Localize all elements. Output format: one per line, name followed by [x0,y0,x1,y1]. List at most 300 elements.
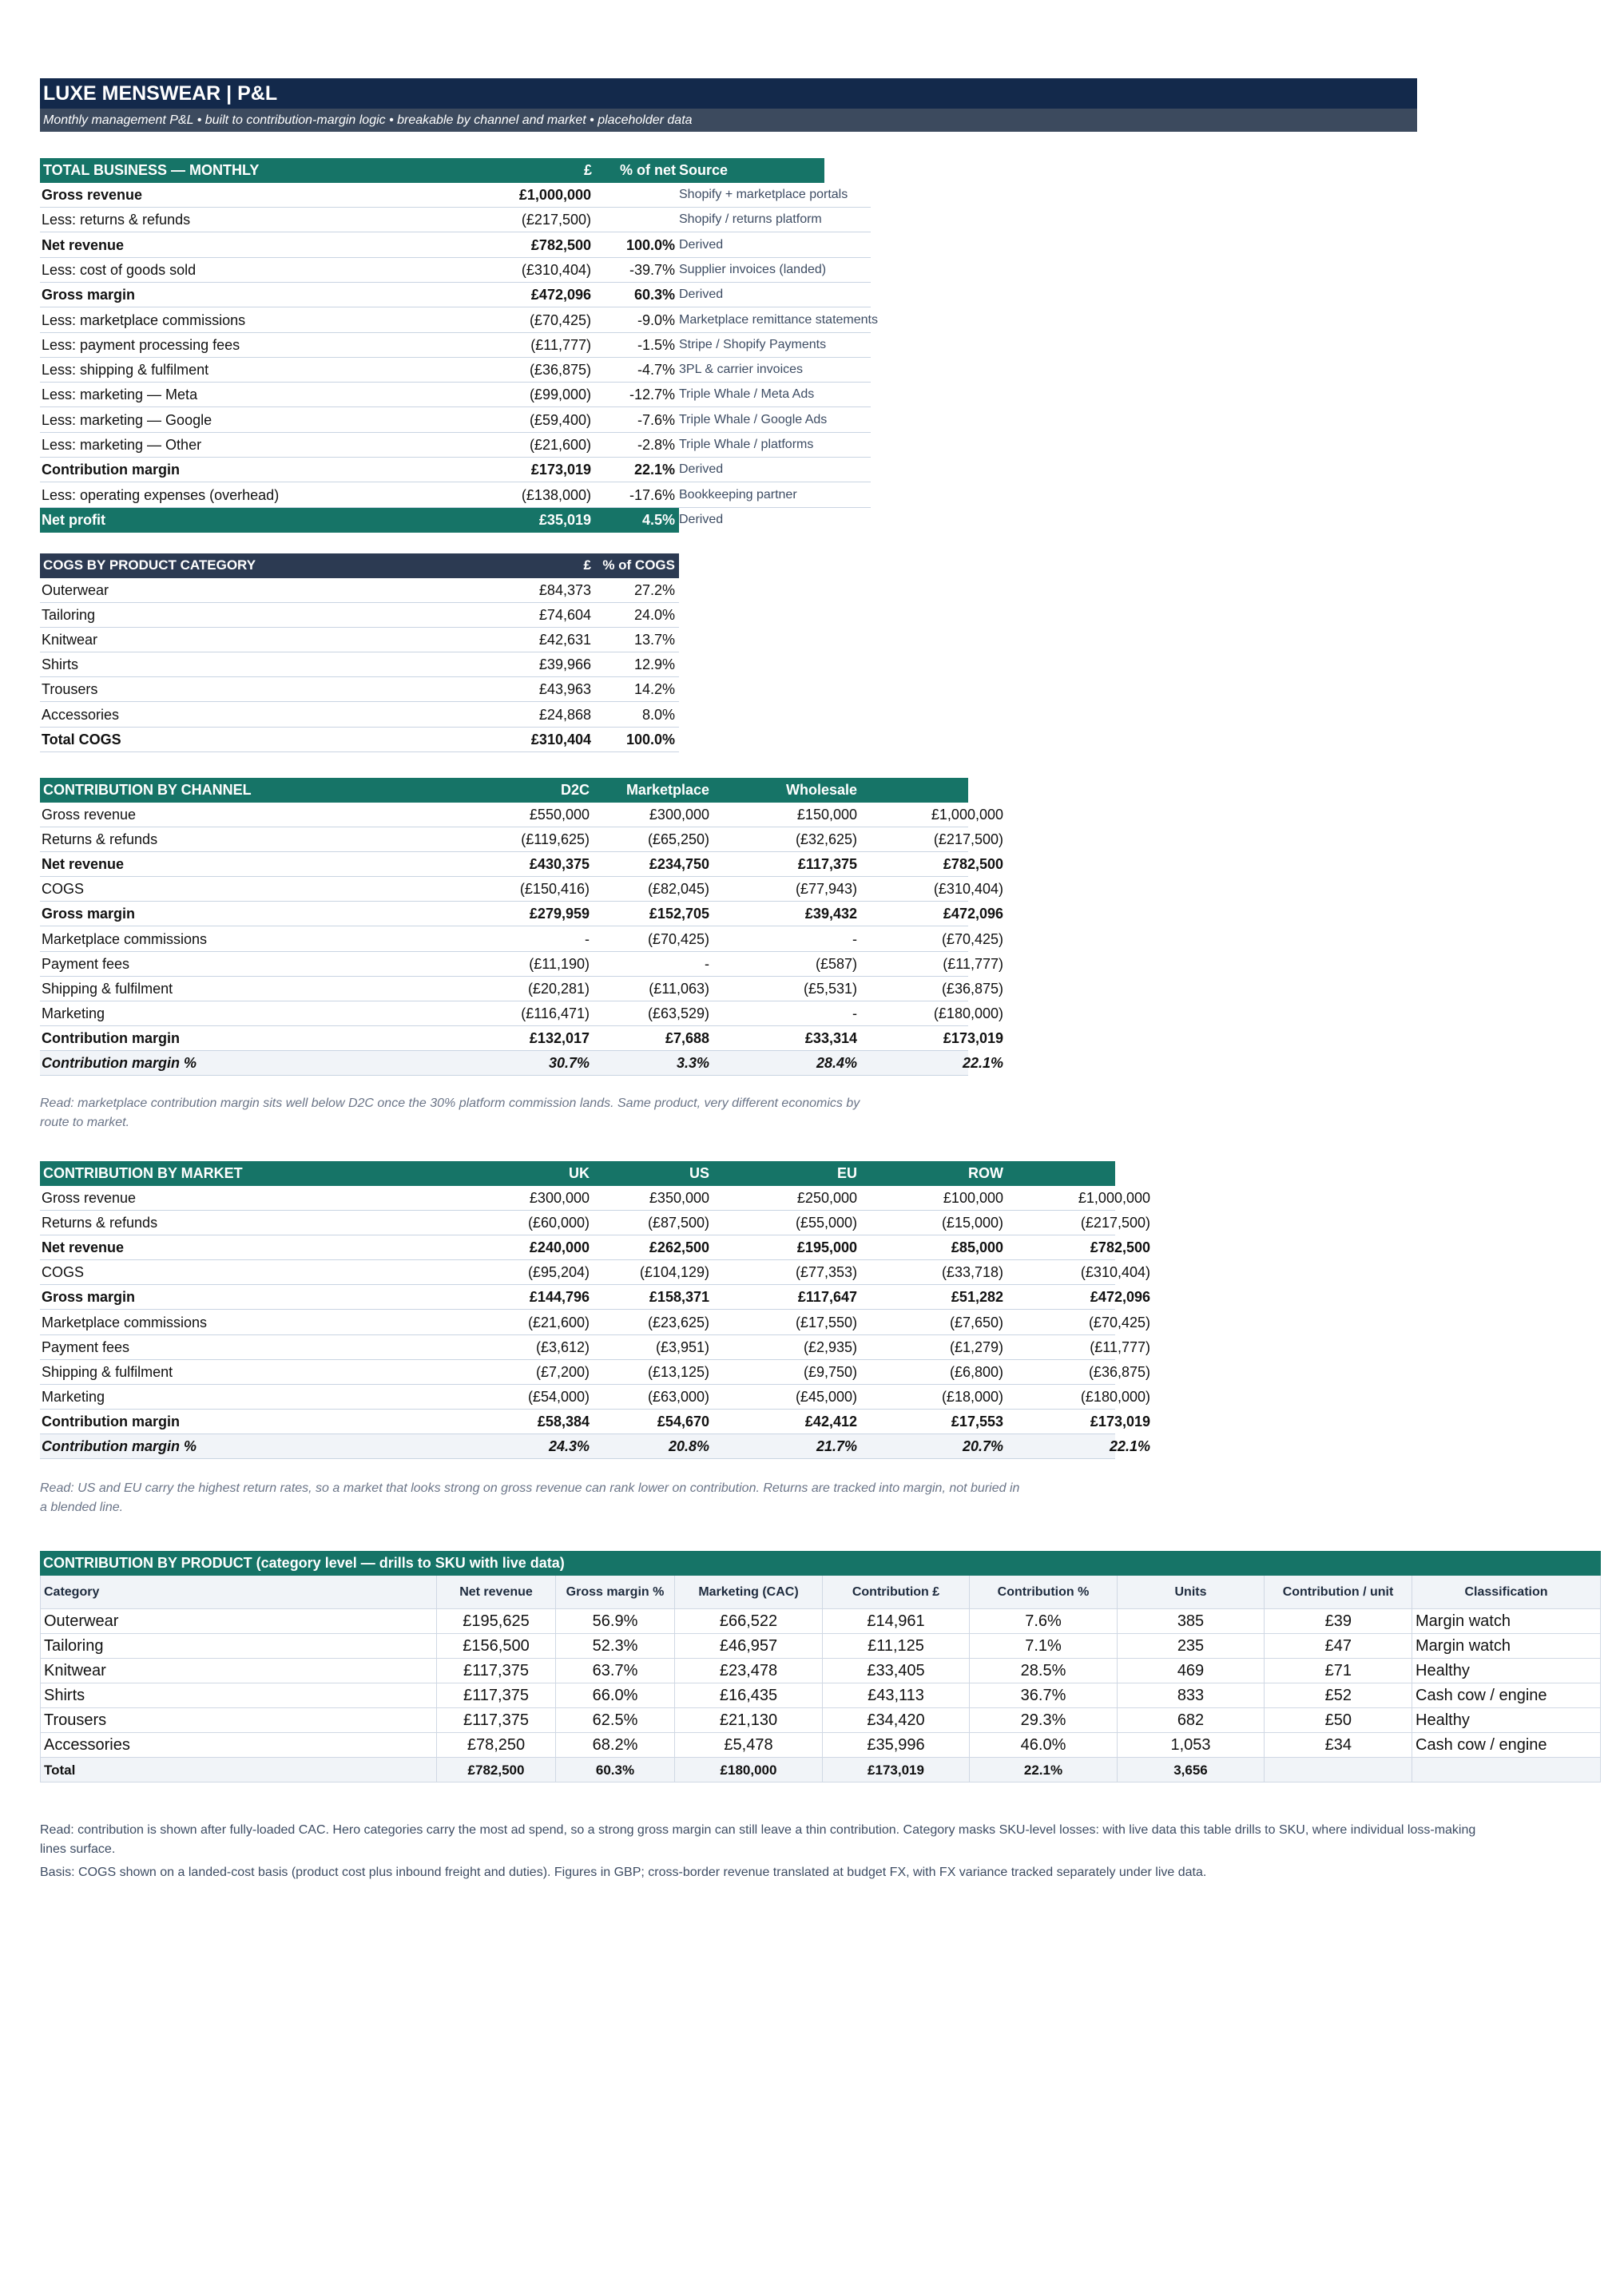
pl-row [40,458,871,482]
row-value: £100,000 [943,1190,1003,1206]
row-value: (£2,935) [803,1338,857,1355]
cogs-row-pct: 13.7% [633,632,675,648]
pl-row-label: Less: cost of goods sold [42,261,197,278]
cogs-row [40,703,679,728]
product-row [40,1659,1601,1683]
pl-row-label: Less: payment processing fees [42,336,240,353]
pl-row-label: Less: returns & refunds [42,212,191,228]
row-value: (£1,279) [949,1338,1003,1355]
row-value: £250,000 [796,1190,857,1206]
row-label: Shipping & fulfilment [42,980,173,997]
cogs-row [40,652,679,677]
pl-row-source: Bookkeeping partner [679,487,797,502]
header-cell: CONTRIBUTION BY MARKET [43,1165,243,1181]
row-value: (£60,000) [527,1215,590,1231]
row-value: (£32,625) [795,831,857,848]
row-value: £550,000 [529,807,590,823]
table-row [40,902,1003,926]
cogs-row-amount: £42,631 [538,632,591,648]
pl-row-pct: 22.1% [633,462,675,478]
pl-row-label: Net profit [42,511,105,528]
row-label: Payment fees [42,955,130,972]
row-value: £430,375 [529,856,590,873]
product-note-line2: lines surface. [40,1842,116,1856]
table-row [40,1051,1003,1076]
column-header: Contribution £ [823,1576,970,1609]
row-label: Contribution margin % [42,1055,197,1071]
product-cell: £33,405 [823,1659,970,1683]
row-value: (£7,650) [949,1314,1003,1330]
product-cell: 1,053 [1118,1733,1265,1758]
cogs-row-label: Shirts [42,656,79,673]
cogs-row-label: Total COGS [42,731,121,747]
table-row [40,1434,1150,1459]
cogs-row [40,603,679,628]
row-label: COGS [42,881,85,898]
row-value: £51,282 [951,1289,1003,1306]
cogs-header-pct: % of COGS [602,557,675,573]
cogs-row-amount: £74,604 [538,607,591,624]
row-value: (£587) [815,955,857,972]
row-label: Marketplace commissions [42,1314,208,1330]
row-value: 30.7% [548,1055,590,1071]
row-value: (£77,943) [795,881,857,898]
product-total-cell [1265,1758,1412,1782]
product-cell: £43,113 [823,1683,970,1708]
row-value: (£217,500) [1080,1215,1150,1231]
pl-row-label: Less: marketing — Google [42,411,212,428]
table-row [40,1285,1150,1310]
pl-row-label: Gross margin [42,287,136,303]
pl-row-amount: £782,500 [530,236,591,253]
product-total-row [40,1758,1601,1782]
product-cell: Outerwear [40,1609,437,1634]
product-row [40,1634,1601,1659]
pl-row-pct: 60.3% [633,287,675,303]
pl-row-amount: (£217,500) [521,212,591,228]
product-cell: £71 [1265,1659,1412,1683]
row-label: Net revenue [42,856,125,873]
cogs-row-label: Trousers [42,681,98,698]
row-value: £195,000 [796,1239,857,1256]
row-label: Net revenue [42,1239,125,1256]
row-value: (£9,750) [803,1363,857,1380]
product-note-line1: Read: contribution is shown after fully-loaded CAC. Hero categories carry the most ad spend, so a strong gross margin can still leave a thin contribution. Category masks SKU-level losses: with live data this table drills to SKU, where individual loss-making [40,1823,1476,1837]
product-cell: Healthy [1412,1708,1601,1733]
row-value: £132,017 [529,1029,590,1046]
pl-row-pct: 4.5% [641,511,675,528]
table-row [40,977,1003,1001]
row-value: £279,959 [529,906,590,922]
cogs-row-amount: £84,373 [538,582,591,598]
row-value: (£23,625) [647,1314,709,1330]
header-pct: % of net [620,162,676,178]
pl-row [40,208,871,232]
table-row [40,1360,1150,1385]
row-value: (£7,200) [535,1363,590,1380]
row-value: (£11,190) [529,955,590,972]
pl-row-label: Contribution margin [42,462,180,478]
pl-row-source: Shopify / returns platform [679,212,822,227]
row-value: (£18,000) [941,1388,1003,1405]
product-cell: 28.5% [970,1659,1118,1683]
table-row [40,1410,1150,1434]
cogs-row-pct: 14.2% [633,681,675,698]
product-cell: £34 [1265,1733,1412,1758]
row-value: (£11,777) [943,955,1003,972]
pl-row-source: 3PL & carrier invoices [679,363,804,377]
row-value: (£310,404) [1080,1264,1150,1281]
pl-row [40,508,724,533]
product-cell: Tailoring [40,1634,437,1659]
product-total-cell: £173,019 [823,1758,970,1782]
product-cell: Cash cow / engine [1412,1733,1601,1758]
row-value: 20.8% [668,1438,709,1454]
table-row [40,827,1003,852]
header-cell: CONTRIBUTION BY CHANNEL [43,782,252,798]
product-cell: 62.5% [556,1708,675,1733]
header-amount: £ [583,162,592,178]
pl-row-pct: -1.5% [637,336,675,353]
product-cell: Cash cow / engine [1412,1683,1601,1708]
row-label: Gross revenue [42,807,137,823]
pl-row-amount: (£36,875) [529,362,591,379]
row-value: (£82,045) [647,881,709,898]
row-value: £117,375 [797,856,857,873]
product-cell: £47 [1265,1634,1412,1659]
cogs-row [40,728,679,752]
product-cell: £50 [1265,1708,1412,1733]
header-cell: ROW [968,1165,1003,1181]
row-value: £234,750 [649,856,709,873]
row-value: £173,019 [943,1029,1003,1046]
row-label: Contribution margin % [42,1438,197,1454]
row-value: £85,000 [951,1239,1003,1256]
row-value: £117,647 [797,1289,857,1306]
header-cell: EU [836,1165,857,1181]
cogs-row [40,677,679,702]
cogs-row-label: Outerwear [42,582,109,598]
pl-row-amount: (£138,000) [521,486,591,503]
product-total-cell: 22.1% [970,1758,1118,1782]
pl-row [40,333,871,358]
row-value: 28.4% [816,1055,857,1071]
cogs-row-pct: 100.0% [625,731,675,747]
product-cell: 833 [1118,1683,1265,1708]
row-value: (£17,550) [795,1314,857,1330]
product-cell: £34,420 [823,1708,970,1733]
product-cell: £78,250 [437,1733,556,1758]
pl-row-amount: (£59,400) [529,411,591,428]
pl-row-source: Triple Whale / Google Ads [679,412,828,426]
cogs-row-label: Knitwear [42,632,98,648]
row-value: £1,000,000 [931,807,1003,823]
table-row [40,1026,1003,1051]
product-cell: £39 [1265,1609,1412,1634]
row-value: £33,314 [804,1029,857,1046]
product-cell: Margin watch [1412,1634,1601,1659]
product-table-header [40,1576,1601,1609]
pl-row-amount: £173,019 [530,462,591,478]
row-value: (£20,281) [527,980,590,997]
product-cell: £117,375 [437,1659,556,1683]
pl-row-pct: -9.0% [637,311,675,328]
pl-row-source: Derived [679,462,724,477]
row-value: £152,705 [649,906,709,922]
row-value: £472,096 [943,906,1003,922]
row-value: (£180,000) [933,1005,1003,1021]
product-total-cell: £782,500 [437,1758,556,1782]
market-note-line1: Read: US and EU carry the highest return rates, so a market that looks strong on gross revenue can rank lower on contribution. Returns are tracked into margin, not buried in [40,1481,1020,1495]
pl-row-label: Less: shipping & fulfilment [42,362,209,379]
table-row [40,803,1003,827]
report-subtitle: Monthly management P&L • built to contribution-margin logic • breakable by channel and market • placeholder data [40,109,1417,132]
pl-row-amount: £472,096 [530,287,591,303]
product-cell: 63.7% [556,1659,675,1683]
row-label: Gross revenue [42,1190,137,1206]
pl-row-pct: -7.6% [637,411,675,428]
pl-row-amount: £1,000,000 [518,187,591,203]
pl-row-pct: -12.7% [629,387,675,403]
row-value: 24.3% [548,1438,590,1454]
header-cell: Total [1117,1165,1150,1181]
pl-row [40,283,871,307]
product-cell: Trousers [40,1708,437,1733]
row-value: £7,688 [665,1029,709,1046]
cogs-row-pct: 12.9% [633,656,675,673]
row-value: £150,000 [796,807,857,823]
pl-row-source: Shopify + marketplace portals [679,188,848,201]
row-value: £158,371 [649,1289,709,1306]
cogs-row-label: Tailoring [42,607,96,624]
product-cell: £5,478 [675,1733,823,1758]
row-value: £144,796 [529,1289,590,1306]
row-value: (£5,531) [803,980,857,997]
table-row [40,852,1003,877]
cogs-row-label: Accessories [42,706,120,723]
row-value: £300,000 [649,807,709,823]
row-label: Returns & refunds [42,1215,158,1231]
table-row [40,1311,1150,1335]
header-cell: Wholesale [785,782,857,798]
header-cell: D2C [560,782,590,798]
row-value: £17,553 [951,1413,1003,1430]
cogs-row-amount: £39,966 [538,656,591,673]
column-header: Gross margin % [556,1576,675,1609]
row-value: 3.3% [676,1055,709,1071]
row-value: (£119,625) [521,831,590,848]
row-value: - [852,930,857,947]
product-cell: 68.2% [556,1733,675,1758]
product-cell: £16,435 [675,1683,823,1708]
column-header: Classification [1412,1576,1601,1609]
pl-row-source: Stripe / Shopify Payments [679,337,827,351]
row-value: (£77,353) [795,1264,857,1281]
product-cell: 36.7% [970,1683,1118,1708]
product-cell: £35,996 [823,1733,970,1758]
row-value: 22.1% [1109,1438,1150,1454]
row-label: Returns & refunds [42,831,158,848]
pl-row-amount: (£70,425) [529,311,591,328]
pl-row-amount: (£21,600) [529,437,591,453]
product-cell: Margin watch [1412,1609,1601,1634]
pl-row [40,358,871,383]
product-total-cell: £180,000 [675,1758,823,1782]
row-value: (£54,000) [527,1388,590,1405]
row-label: Shipping & fulfilment [42,1363,173,1380]
pl-row-source: Derived [679,512,724,526]
row-label: Marketing [42,1005,105,1021]
product-cell: 469 [1118,1659,1265,1683]
row-value: - [585,930,590,947]
pl-row [40,308,878,333]
row-value: (£3,951) [655,1338,709,1355]
column-header: Net revenue [437,1576,556,1609]
table-row [40,1235,1150,1260]
pl-row-label: Less: marketing — Meta [42,387,198,403]
row-value: (£11,063) [649,980,709,997]
pl-row-pct: 100.0% [625,236,675,253]
product-cell: 56.9% [556,1609,675,1634]
pl-row-pct: -39.7% [629,261,675,278]
pl-row [40,383,871,407]
pl-row-label: Less: marketplace commissions [42,311,246,328]
product-total-cell: 3,656 [1118,1758,1265,1782]
column-header: Contribution % [970,1576,1118,1609]
basis-note: Basis: COGS shown on a landed-cost basis (product cost plus inbound freight and duties). Figures in GBP; cross-border revenue translated at budget FX, with FX variance tracked separately under live data. [40,1866,1207,1879]
product-row [40,1708,1601,1733]
table-row [40,877,1003,902]
row-value: (£63,529) [647,1005,709,1021]
pl-row-source: Triple Whale / platforms [679,438,814,451]
row-label: Contribution margin [42,1413,180,1430]
row-value: (£55,000) [795,1215,857,1231]
pl-row [40,408,871,433]
row-value: (£150,416) [519,881,590,898]
row-value: (£95,204) [527,1264,590,1281]
product-cell: 235 [1118,1634,1265,1659]
header-cell: Total [970,782,1003,798]
pl-row-amount: (£310,404) [521,261,591,278]
product-cell: £66,522 [675,1609,823,1634]
row-value: £782,500 [943,856,1003,873]
header-cell: Marketplace [625,782,709,798]
product-cell: 29.3% [970,1708,1118,1733]
product-cell: £195,625 [437,1609,556,1634]
header-cell: UK [569,1165,590,1181]
row-value: £300,000 [529,1190,590,1206]
cogs-row-pct: 8.0% [641,706,675,723]
product-cell: 46.0% [970,1733,1118,1758]
product-total-cell [1412,1758,1601,1782]
product-note [40,1821,1606,1859]
column-header: Units [1118,1576,1265,1609]
table-row [40,927,1003,952]
pl-row-source: Supplier invoices (landed) [679,262,827,276]
row-value: (£180,000) [1080,1388,1150,1405]
cogs-row-pct: 27.2% [633,582,675,598]
row-value: £54,670 [657,1413,709,1430]
total-business-header [40,158,824,183]
row-value: (£70,425) [941,930,1003,947]
row-value: (£15,000) [941,1215,1003,1231]
row-value: (£104,129) [639,1264,709,1281]
market-note-line2: a blended line. [40,1501,124,1514]
product-cell: Accessories [40,1733,437,1758]
row-value: £58,384 [537,1413,590,1430]
row-value: (£70,425) [1088,1314,1150,1330]
row-value: (£33,718) [941,1264,1003,1281]
row-value: £39,432 [804,906,857,922]
pl-row [40,483,871,508]
pl-row-amount: £35,019 [538,511,591,528]
product-row [40,1683,1601,1708]
table-row [40,1186,1150,1211]
product-cell: 52.3% [556,1634,675,1659]
row-value: £1,000,000 [1078,1190,1150,1206]
column-header: Category [40,1576,437,1609]
channel-note [40,1094,983,1132]
row-label: Payment fees [42,1338,130,1355]
market-note [40,1479,1158,1517]
pl-row-pct: -17.6% [629,486,675,503]
pl-row-source: Triple Whale / Meta Ads [679,387,815,402]
row-value: (£11,777) [1090,1338,1150,1355]
cogs-row [40,578,679,603]
row-value: £262,500 [649,1239,709,1256]
row-value: (£63,000) [647,1388,709,1405]
table-row [40,1001,1003,1026]
product-cell: £117,375 [437,1683,556,1708]
row-value: (£65,250) [647,831,709,848]
cogs-row-amount: £43,963 [538,681,591,698]
cogs-row-amount: £24,868 [538,706,591,723]
row-value: 22.1% [962,1055,1003,1071]
product-cell: £21,130 [675,1708,823,1733]
channel-note-line2: route to market. [40,1116,130,1129]
table-row [40,1260,1150,1285]
product-cell: Knitwear [40,1659,437,1683]
pl-row [40,233,871,258]
product-cell: 7.1% [970,1634,1118,1659]
pl-row-label: Less: marketing — Other [42,437,202,453]
pl-row-source: Derived [679,287,724,302]
pl-row-source: Derived [679,237,724,252]
product-cell: Shirts [40,1683,437,1708]
header-source: Source [679,162,729,178]
product-cell: £23,478 [675,1659,823,1683]
report-title: LUXE MENSWEAR | P&L [40,78,1417,109]
row-value: (£116,471) [521,1005,590,1021]
cogs-header [40,553,679,578]
contribution-by-channel-header [40,778,1003,803]
pl-row-amount: (£99,000) [529,387,591,403]
cogs-header-amount: £ [583,557,591,573]
product-cell: 66.0% [556,1683,675,1708]
pl-row-amount: (£11,777) [530,336,591,353]
row-value: - [705,955,709,972]
table-row [40,1385,1150,1410]
pl-row-label: Less: operating expenses (overhead) [42,486,280,503]
row-value: (£36,875) [1088,1363,1150,1380]
row-value: (£36,875) [941,980,1003,997]
cogs-row-amount: £310,404 [530,731,591,747]
product-cell: Healthy [1412,1659,1601,1683]
pl-row-pct: -2.8% [637,437,675,453]
cogs-row [40,628,679,652]
row-value: (£13,125) [647,1363,709,1380]
row-label: Gross margin [42,906,136,922]
